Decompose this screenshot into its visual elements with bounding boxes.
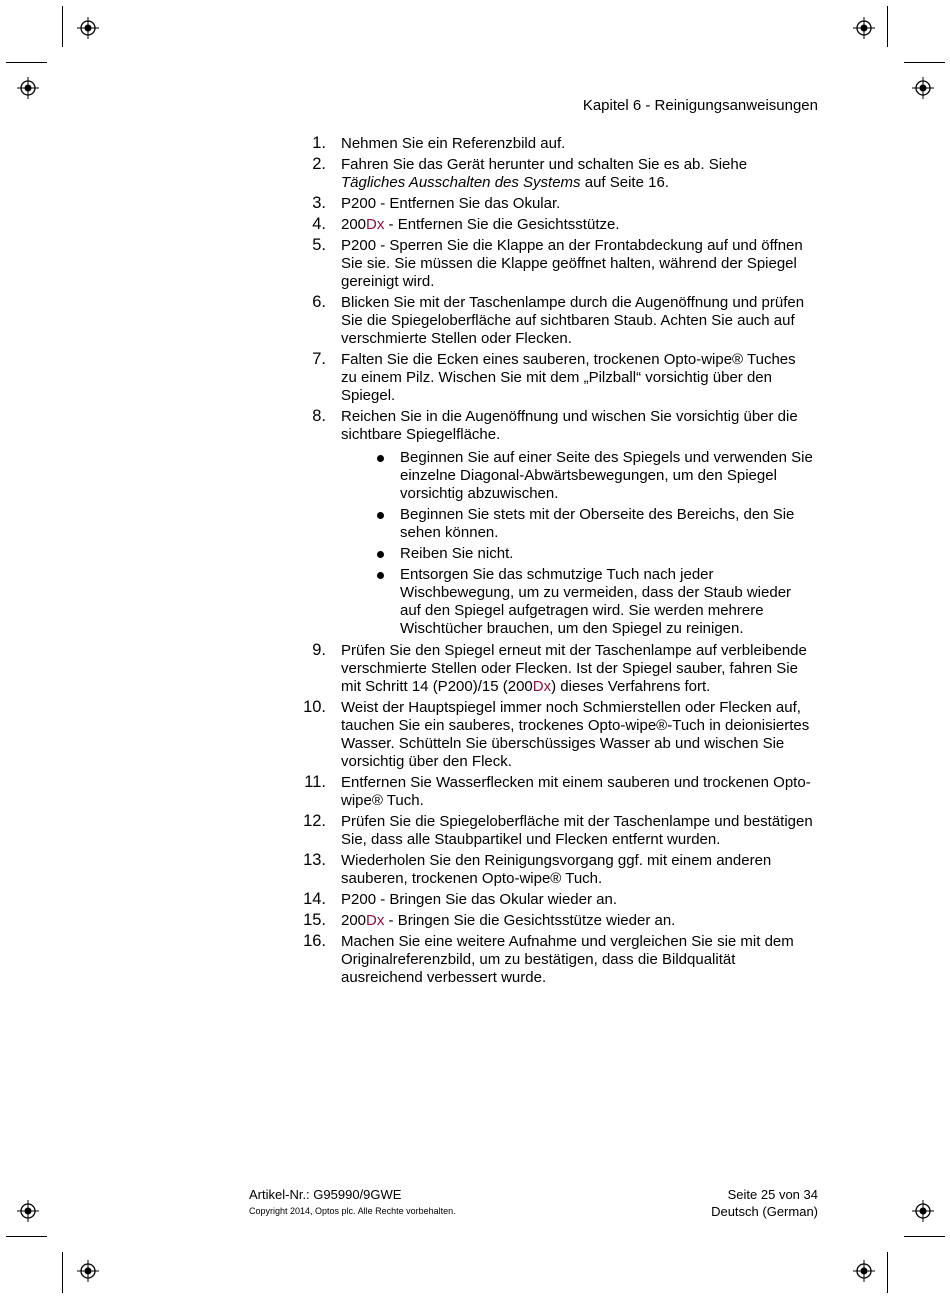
step-number: 13. <box>303 851 326 869</box>
step-text-segment: Falten Sie die Ecken eines sauberen, trockenen Opto-wipe® Tuches zu einem Pilz. Wischen Sie mit dem „Pilzball“ vorsichtig über den Spiegel. <box>341 351 796 404</box>
document-language: Deutsch (German) <box>711 1204 818 1219</box>
step-text-segment: Machen Sie eine weitere Aufnahme und vergleichen Sie sie mit dem Originalreferenzbild, um zu bestätigen, dass die Bildqualität ausreichend verbessert wurde. <box>341 933 794 986</box>
step-text <box>341 912 813 930</box>
step-item <box>298 351 813 405</box>
step-text <box>341 408 813 444</box>
cleaning-steps-list <box>298 135 813 990</box>
bullet-text: Reiben Sie nicht. <box>400 545 514 562</box>
crop-mark-line <box>904 62 945 63</box>
bullet-item <box>400 449 813 503</box>
bullet-text: Entsorgen Sie das schmutzige Tuch nach jeder Wischbewegung, um zu vermeiden, dass der Staub wieder auf den Spiegel aufgetragen wird. Sie werden mehrere Wischtücher brauchen, um den Spiegel zu reinigen. <box>400 566 792 637</box>
step-text <box>341 642 813 696</box>
step-item <box>298 642 813 696</box>
step-text <box>341 813 813 849</box>
crop-mark-line <box>6 1236 47 1237</box>
product-suffix: Dx <box>366 216 385 233</box>
bullet-item <box>400 506 813 542</box>
step-number: 8. <box>312 407 326 425</box>
chapter-header: Kapitel 6 - Reinigungsanweisungen <box>582 97 818 114</box>
step-item <box>298 237 813 291</box>
step-item <box>298 699 813 771</box>
step-text <box>341 351 813 405</box>
step-text-segment: Weist der Hauptspiegel immer noch Schmierstellen oder Flecken auf, tauchen Sie ein sauberes, trockenes Opto-wipe®-Tuch in deionisiertes Wasser. Schütteln Sie überschüssiges Wasser ab und wischen Sie vorsichtig über den Fleck. <box>341 699 810 770</box>
bullet-dot-icon <box>377 455 384 462</box>
registration-mark-icon <box>77 17 99 39</box>
bullet-text: Beginnen Sie auf einer Seite des Spiegels und verwenden Sie einzelne Diagonal-Abwärtsbewegungen, um den Spiegel vorsichtig abzuwischen. <box>400 449 813 502</box>
step-text-segment: 200 <box>341 912 367 929</box>
step-text-segment: Entfernen Sie Wasserflecken mit einem sauberen und trockenen Opto-wipe® Tuch. <box>341 774 811 809</box>
step-number: 5. <box>312 236 326 254</box>
step-text <box>341 774 813 810</box>
step-item <box>298 774 813 810</box>
registration-mark-icon <box>912 1200 934 1222</box>
step-text-segment: ) dieses Verfahrens fort. <box>551 678 711 695</box>
step-text <box>341 135 813 153</box>
step-number: 9. <box>312 641 326 659</box>
crop-mark-line <box>887 1252 888 1293</box>
step-number: 2. <box>312 155 326 173</box>
product-suffix: Dx <box>366 912 385 929</box>
step-number: 10. <box>303 698 326 716</box>
step-text-segment: P200 - Entfernen Sie das Okular. <box>341 195 561 212</box>
step-text-segment: Prüfen Sie den Spiegel erneut mit der Taschenlampe auf verbleibende verschmierte Stellen oder Flecken. Ist der Spiegel sauber, fahren Sie mit Schritt 14 (P200)/15 (200 <box>341 642 807 695</box>
product-suffix: Dx <box>532 678 552 695</box>
step-item <box>298 135 813 153</box>
step-text <box>341 195 813 213</box>
registration-mark-icon <box>77 1260 99 1282</box>
step-text-segment: - Entfernen Sie die Gesichtsstütze. <box>384 216 620 233</box>
bullet-dot-icon <box>377 551 384 558</box>
bullet-dot-icon <box>377 572 384 579</box>
registration-mark-icon <box>853 1260 875 1282</box>
registration-mark-icon <box>17 77 39 99</box>
step-item <box>298 216 813 234</box>
bullet-item <box>400 545 813 563</box>
bullet-list <box>341 449 813 638</box>
step-text-segment: Reichen Sie in die Augenöffnung und wischen Sie vorsichtig über die sichtbare Spiegelfläche. <box>341 408 798 443</box>
bullet-item <box>400 566 813 638</box>
step-text <box>341 237 813 291</box>
step-number: 1. <box>312 134 326 152</box>
step-number: 4. <box>312 215 326 233</box>
step-text-segment: P200 - Sperren Sie die Klappe an der Frontabdeckung auf und öffnen Sie sie. Sie müssen die Klappe geöffnet halten, während der Spiegel gereinigt wird. <box>341 237 803 290</box>
step-text <box>341 294 813 348</box>
step-item <box>298 891 813 909</box>
step-item <box>298 195 813 213</box>
step-text <box>341 891 813 909</box>
step-text-segment: auf Seite 16. <box>580 174 669 191</box>
step-item <box>298 156 813 192</box>
crop-mark-line <box>904 1236 945 1237</box>
step-number: 14. <box>303 890 326 908</box>
step-text-segment: Fahren Sie das Gerät herunter und schalten Sie es ab. Siehe <box>341 156 748 173</box>
step-item <box>298 852 813 888</box>
crop-mark-line <box>62 6 63 47</box>
step-number: 3. <box>312 194 326 212</box>
step-text-segment: Wiederholen Sie den Reinigungsvorgang ggf. mit einem anderen sauberen, trockenen Opto-wipe® Tuch. <box>341 852 772 887</box>
step-item <box>298 933 813 987</box>
bullet-dot-icon <box>377 512 384 519</box>
step-item <box>298 408 813 638</box>
crop-mark-line <box>62 1252 63 1293</box>
registration-mark-icon <box>853 17 875 39</box>
footer-right <box>711 1186 818 1220</box>
step-text-segment: - Bringen Sie die Gesichtsstütze wieder an. <box>384 912 676 929</box>
page-number: Seite 25 von 34 <box>727 1187 818 1202</box>
step-number: 12. <box>303 812 326 830</box>
step-text <box>341 699 813 771</box>
step-text-segment: Nehmen Sie ein Referenzbild auf. <box>341 135 566 152</box>
crop-mark-line <box>6 62 47 63</box>
footer-left <box>249 1186 456 1218</box>
step-item <box>298 912 813 930</box>
bullet-text: Beginnen Sie stets mit der Oberseite des Bereichs, den Sie sehen können. <box>400 506 795 541</box>
step-text <box>341 156 813 192</box>
step-text-segment: Prüfen Sie die Spiegeloberfläche mit der Taschenlampe und bestätigen Sie, dass alle Staubpartikel und Flecken entfernt wurden. <box>341 813 813 848</box>
article-number: Artikel-Nr.: G95990/9GWE <box>249 1187 402 1202</box>
registration-mark-icon <box>17 1200 39 1222</box>
step-item <box>298 813 813 849</box>
step-number: 15. <box>303 911 326 929</box>
step-number: 11. <box>304 773 326 791</box>
step-number: 7. <box>312 350 326 368</box>
step-text <box>341 216 813 234</box>
step-number: 6. <box>312 293 326 311</box>
step-text-segment: 200 <box>341 216 367 233</box>
cross-reference: Tägliches Ausschalten des Systems <box>341 174 581 191</box>
step-item <box>298 294 813 348</box>
step-number: 16. <box>303 932 326 950</box>
step-text <box>341 933 813 987</box>
step-text-segment: Blicken Sie mit der Taschenlampe durch die Augenöffnung und prüfen Sie die Spiegeloberfläche auf sichtbaren Staub. Achten Sie auch auf verschmierte Stellen oder Flecken. <box>341 294 805 347</box>
registration-mark-icon <box>912 77 934 99</box>
copyright-notice: Copyright 2014, Optos plc. Alle Rechte vorbehalten. <box>249 1206 456 1216</box>
crop-mark-line <box>887 6 888 47</box>
step-text-segment: P200 - Bringen Sie das Okular wieder an. <box>341 891 617 908</box>
step-text <box>341 852 813 888</box>
